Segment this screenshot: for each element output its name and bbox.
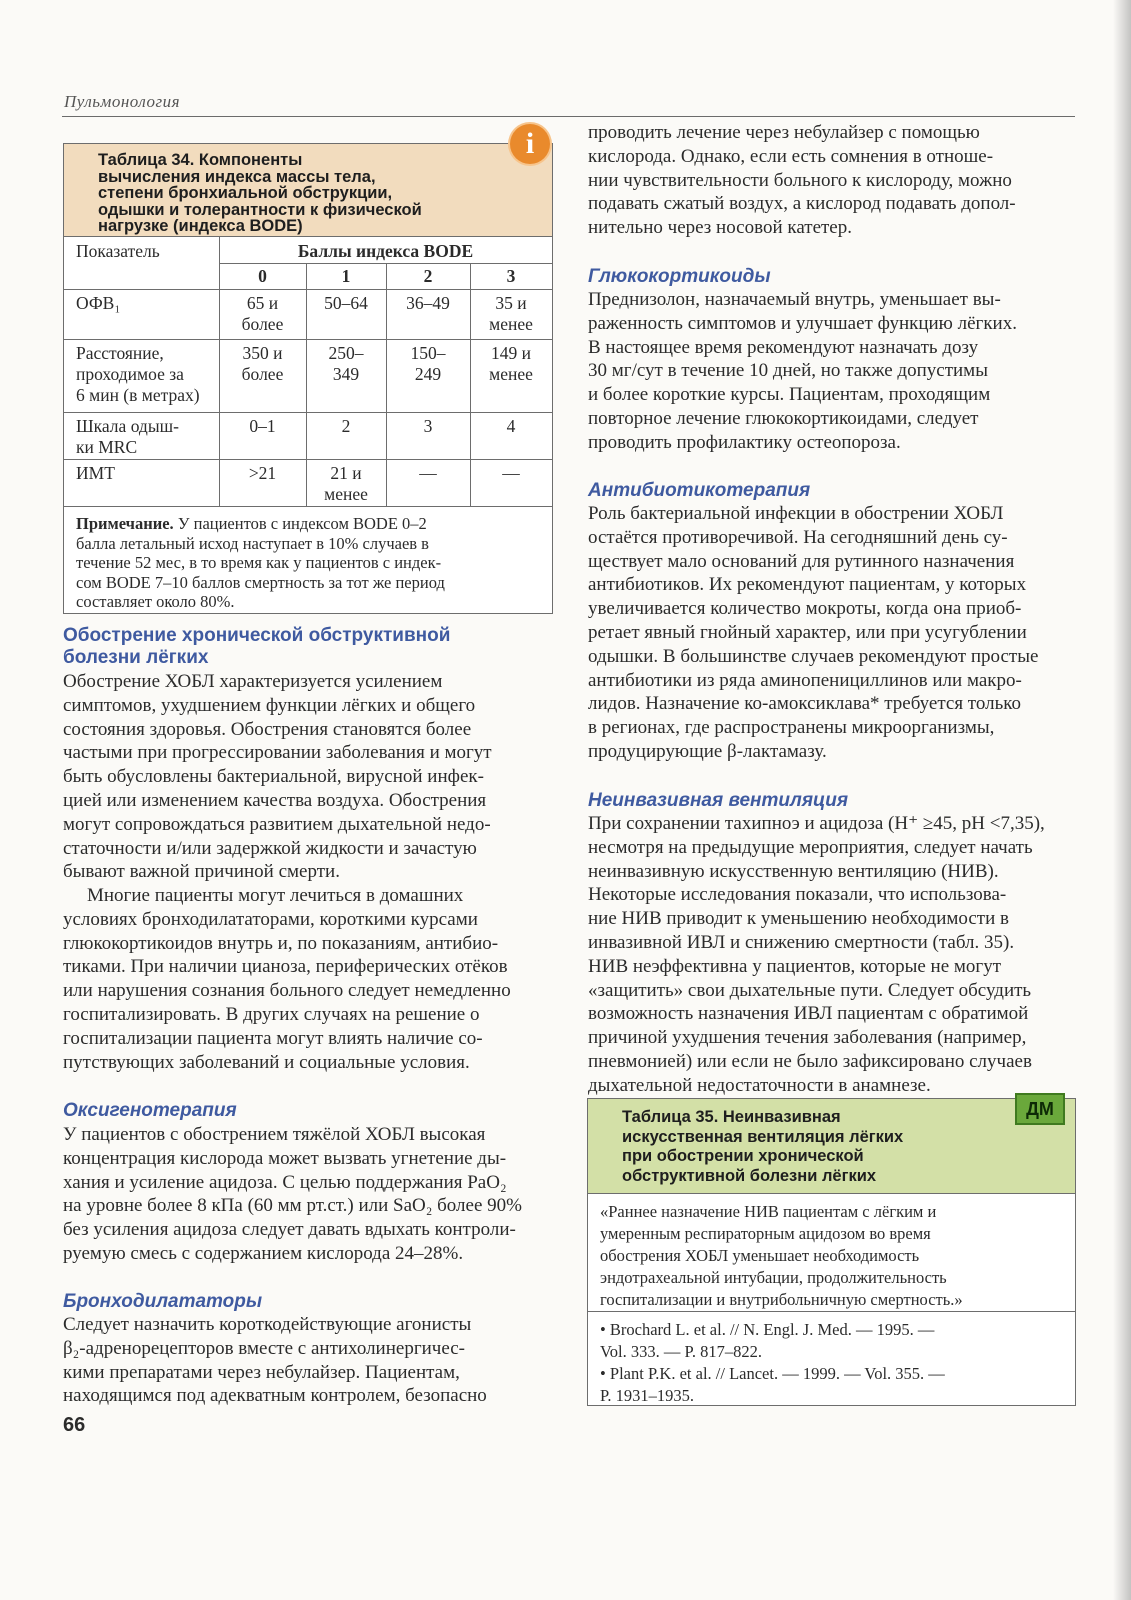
text-line: раженность симптомов и улучшает функцию лёгких. bbox=[588, 312, 1017, 334]
text-line: нительно через носовой катетер. bbox=[588, 217, 852, 239]
text-line: частыми при прогрессировании заболевания и могут bbox=[63, 742, 492, 764]
text-line: эндотрахеальной интубации, продолжительность bbox=[600, 1268, 947, 1287]
cell-line: 65 и bbox=[246, 293, 279, 313]
text-line: причиной ухудшения течения заболевания (например, bbox=[588, 1027, 1027, 1049]
row-cell bbox=[219, 416, 306, 437]
paragraph-nebulizer-continued bbox=[588, 121, 1074, 240]
text-line: остаётся противоречивой. На сегодняшний день су- bbox=[588, 526, 1008, 548]
text-line: Vol. 333. — P. 817–822. bbox=[600, 1341, 762, 1361]
row-cell bbox=[386, 416, 470, 437]
text-line: Роль бактериальной инфекции в обострении ХОБЛ bbox=[588, 503, 1004, 524]
table-34-note bbox=[76, 514, 542, 612]
info-icon: i bbox=[510, 124, 550, 164]
table-35-caption bbox=[588, 1099, 1075, 1194]
table-34-grid bbox=[64, 236, 552, 506]
text-line: Преднизолон, назначаемый внутрь, уменьшает вы- bbox=[588, 289, 1001, 310]
heading-oxygen-therapy: Оксигенотерапия bbox=[63, 1100, 237, 1121]
heading-noninvasive-ventilation: Неинвазивная вентиляция bbox=[588, 790, 849, 811]
cell-line: 4 bbox=[506, 416, 516, 436]
paragraph-exacerbation-2 bbox=[63, 884, 551, 1074]
text-line: ние НИВ приводит к уменьшению необходимости в bbox=[588, 908, 1009, 930]
text-line: P. 1931–1935. bbox=[600, 1385, 694, 1405]
grid-line bbox=[64, 459, 552, 460]
cell-line: 150– bbox=[410, 343, 446, 363]
cell-line: 349 bbox=[332, 364, 360, 384]
row-cell bbox=[470, 343, 552, 385]
text-line: концентрация кислорода может вызвать угнетение ды- bbox=[63, 1147, 507, 1169]
cell-line: менее bbox=[489, 364, 533, 384]
cell-line: менее bbox=[324, 484, 368, 504]
text-line: кими препаратами через небулайзер. Пациентам, bbox=[63, 1361, 460, 1383]
text-line: В настоящее время рекомендуют назначать дозу bbox=[588, 336, 979, 358]
text-line: Таблица 34. Компоненты bbox=[98, 151, 303, 169]
row-cell bbox=[470, 463, 552, 484]
note-line: сом BODE 7–10 баллов смертность за тот же период bbox=[76, 572, 445, 592]
paragraph-bronchodilators bbox=[63, 1313, 551, 1408]
table-35-caption-text bbox=[622, 1108, 982, 1186]
text-line: несмотря на предыдущие мероприятия, следует начать bbox=[588, 836, 1033, 858]
text-line: путствующих заболеваний и социальные условия. bbox=[63, 1051, 470, 1073]
heading-antibiotic-therapy: Антибиотикотерапия bbox=[588, 480, 811, 501]
header-indicator: Показатель bbox=[76, 241, 160, 261]
cell-line: — bbox=[502, 463, 520, 483]
table-34-caption-text bbox=[98, 152, 528, 235]
text-line: обструктивной болезни лёгких bbox=[622, 1166, 877, 1185]
text-line: тиками. При наличии цианоза, периферических отёков bbox=[63, 956, 508, 978]
text-line: умеренным респираторным ацидозом во время bbox=[600, 1224, 931, 1243]
text-line: нии чувствительности больного к кислороду, можно bbox=[588, 169, 1012, 191]
page-number: 66 bbox=[63, 1414, 86, 1436]
table-34 bbox=[63, 143, 553, 614]
heading-exacerbation bbox=[63, 625, 553, 669]
text-line: Обострение хронической обструктивной bbox=[63, 625, 451, 646]
text-line: • Brochard L. et al. // N. Engl. J. Med. — 1995. — bbox=[600, 1320, 935, 1339]
row-label bbox=[76, 343, 216, 406]
text-line: без усиления ацидоза следует давать вдыхать контроли- bbox=[63, 1219, 516, 1241]
note-line: составляет около 80%. bbox=[76, 592, 235, 611]
row-label bbox=[76, 293, 216, 314]
grid-line bbox=[64, 506, 552, 507]
cell-line: >21 bbox=[248, 463, 277, 483]
cell-line: 2 bbox=[341, 416, 351, 436]
row-label bbox=[76, 463, 216, 484]
paragraph-noninvasive-ventilation bbox=[588, 812, 1074, 1098]
cell-line: 6 мин (в метрах) bbox=[76, 385, 200, 405]
text-line: руемую смесь с содержанием кислорода 24–28%. bbox=[63, 1242, 464, 1264]
heading-bronchodilators: Бронходилататоры bbox=[63, 1291, 263, 1312]
text-line: госпитализации пациента могут влиять наличие со- bbox=[63, 1027, 483, 1049]
text-line: антибиотики из ряда аминопенициллинов или макро- bbox=[588, 669, 1022, 691]
row-cell bbox=[386, 293, 470, 314]
text-line: проводить лечение через небулайзер с помощью bbox=[588, 122, 980, 143]
text-line: увеличивается количество мокроты, когда она приоб- bbox=[588, 598, 1022, 620]
text-line: Следует назначить короткодействующие агонисты bbox=[63, 1314, 472, 1335]
cell-line: ки MRC bbox=[76, 437, 138, 457]
cell-line: Расстояние, bbox=[76, 343, 164, 363]
row-cell bbox=[306, 416, 386, 437]
cell-line: 3 bbox=[423, 416, 433, 436]
row-cell bbox=[470, 416, 552, 437]
text-line: лидов. Назначение ко-амоксиклава* требуется только bbox=[588, 693, 1022, 715]
row-cell bbox=[386, 343, 470, 385]
table-35-quote bbox=[600, 1201, 1065, 1311]
row-cell bbox=[219, 463, 306, 484]
text-line: искусственная вентиляция лёгких bbox=[622, 1127, 904, 1146]
text-line: продуцирующие β-лактамазу. bbox=[588, 740, 827, 762]
table-35-reference bbox=[600, 1363, 1060, 1406]
header-col: 0 bbox=[258, 266, 267, 286]
text-line: или нарушения сознания больного следует немедленно bbox=[63, 980, 511, 1002]
text-line: антибиотиков. Их рекомендуют пациентам, у которых bbox=[588, 574, 1027, 596]
text-line: ретает явный гнойный характер, или при усугублении bbox=[588, 621, 1027, 643]
header-rule bbox=[62, 116, 1075, 117]
text-line: при обострении хронической bbox=[622, 1147, 864, 1165]
text-line: кислорода. Однако, если есть сомнения в отноше- bbox=[588, 145, 994, 167]
row-cell bbox=[306, 343, 386, 385]
grid-line bbox=[64, 412, 552, 413]
cell-line: 35 и bbox=[495, 293, 527, 313]
text-line: дыхательной недостаточности в анамнезе. bbox=[588, 1074, 931, 1096]
text-line: хания и усиление ацидоза. С целью поддержания PaO₂ bbox=[63, 1171, 507, 1193]
cell-line: 21 и bbox=[330, 463, 362, 483]
text-line: НИВ неэффективна у пациентов, которые не могут bbox=[588, 955, 1002, 977]
cell-line: 0–1 bbox=[249, 416, 276, 436]
cell-line: менее bbox=[489, 314, 533, 334]
text-line: 30 мг/сут в течение 10 дней, но также допустимы bbox=[588, 360, 988, 382]
text-line: β₂-адренорецепторов вместе с антихолинергичес- bbox=[63, 1337, 466, 1359]
heading-glucocorticoids: Глюкокортикоиды bbox=[588, 266, 771, 287]
text-line: и более короткие курсы. Пациентам, проходящим bbox=[588, 384, 991, 406]
table-35-separator bbox=[588, 1311, 1075, 1312]
text-line: неинвазивную искусственную вентиляцию (НИВ). bbox=[588, 860, 999, 882]
header-bode-points: Баллы индекса BODE bbox=[297, 241, 474, 261]
cell-line: 36–49 bbox=[406, 293, 450, 313]
text-line: нагрузке (индекса BODE) bbox=[98, 217, 303, 235]
table-35 bbox=[587, 1098, 1076, 1406]
text-line: • Plant P.K. et al. // Lancet. — 1999. — Vol. 355. — bbox=[600, 1364, 945, 1383]
text-line: инвазивной ИВЛ и снижению смертности (табл. 35). bbox=[588, 931, 1015, 953]
text-line: могут сопровождаться развитием дыхательной недо- bbox=[63, 813, 491, 835]
note-line: У пациентов с индексом BODE 0–2 bbox=[173, 514, 427, 533]
text-line: быть обусловлены бактериальной, вирусной инфек- bbox=[63, 766, 484, 788]
text-line: ществует мало оснований для рутинного назначения bbox=[588, 550, 1015, 572]
text-line: находящимся под адекватным контролем, безопасно bbox=[63, 1385, 487, 1407]
grid-line bbox=[64, 289, 552, 290]
cell-line: ОФВ₁ bbox=[76, 293, 121, 313]
text-line: госпитализации и внутрибольничную смертность.» bbox=[600, 1290, 963, 1309]
text-line: Таблица 35. Неинвазивная bbox=[622, 1108, 841, 1126]
row-label bbox=[76, 416, 216, 458]
row-cell bbox=[306, 293, 386, 314]
text-line: проводить профилактику остеопороза. bbox=[588, 431, 901, 453]
cell-line: 50–64 bbox=[324, 293, 368, 313]
text-line: повторное лечение глюкокортикоидами, следует bbox=[588, 407, 979, 429]
text-line: вычисления индекса массы тела, bbox=[98, 167, 376, 186]
paragraph-antibiotic-therapy bbox=[588, 502, 1074, 764]
cell-line: 250– bbox=[328, 343, 364, 363]
text-line: состояния здоровья. Обострения становятся более bbox=[63, 718, 472, 740]
note-line: балла летальный исход наступает в 10% случаев в bbox=[76, 533, 429, 553]
text-line: в регионах, где распространены микроорганизмы, bbox=[588, 717, 995, 739]
row-cell bbox=[219, 343, 306, 385]
text-line: Многие пациенты могут лечиться в домашних bbox=[87, 885, 464, 906]
text-line: степени бронхиальной обструкции, bbox=[98, 184, 393, 202]
cell-line: — bbox=[419, 463, 437, 483]
text-line: бывают важной причиной смерти. bbox=[63, 861, 340, 883]
text-line: У пациентов с обострением тяжёлой ХОБЛ высокая bbox=[63, 1124, 486, 1145]
paragraph-oxygen-therapy bbox=[63, 1123, 551, 1266]
paragraph-exacerbation-1 bbox=[63, 670, 551, 884]
text-line: на уровне более 8 кПа (60 мм рт.ст.) или SaO₂ более 90% bbox=[63, 1195, 522, 1217]
table-34-caption bbox=[64, 144, 552, 237]
row-cell bbox=[306, 463, 386, 505]
note-label: Примечание. bbox=[76, 514, 174, 533]
text-line: одышки и толерантности к физической bbox=[98, 200, 422, 219]
text-line: «Раннее назначение НИВ пациентам с лёгким и bbox=[600, 1202, 937, 1221]
cell-line: 149 и bbox=[491, 343, 531, 363]
row-cell bbox=[470, 293, 552, 335]
text-line: симптомов, ухудшением функции лёгких и общего bbox=[63, 694, 476, 716]
text-line: пневмонией) или если не было зафиксировано случаев bbox=[588, 1050, 1032, 1072]
note-line: течение 52 мес, в то время как у пациентов с индек- bbox=[76, 553, 442, 572]
text-line: Обострение ХОБЛ характеризуется усилением bbox=[63, 671, 443, 692]
text-line: возможность назначения ИВЛ пациентам с обратимой bbox=[588, 1003, 1029, 1025]
text-line: госпитализировать. В других случаях на решение о bbox=[63, 1003, 480, 1025]
paragraph-glucocorticoids bbox=[588, 288, 1074, 455]
cell-line: проходимое за bbox=[76, 364, 184, 384]
header-col: 3 bbox=[506, 266, 516, 286]
text-line: условиях бронходилататорами, короткими курсами bbox=[63, 908, 478, 930]
page-edge-shadow bbox=[1113, 0, 1131, 1600]
cell-line: 249 bbox=[414, 364, 442, 384]
text-line: глюкокортикоидов внутрь и, по показаниям, антибио- bbox=[63, 932, 499, 954]
text-line: статочности и/или задержкой жидкости и зачастую bbox=[63, 837, 477, 859]
cell-line: 350 и bbox=[242, 343, 283, 363]
text-line: Некоторые исследования показали, что использова- bbox=[588, 884, 1007, 906]
cell-line: более bbox=[241, 314, 284, 334]
text-line: подавать сжатый воздух, а кислород подавать допол- bbox=[588, 193, 1016, 215]
grid-line bbox=[64, 339, 552, 340]
text-line: болезни лёгких bbox=[63, 647, 209, 668]
text-line: цией или изменением качества воздуха. Обострения bbox=[63, 789, 487, 811]
text-line: одышки. В большинстве случаев рекомендуют простые bbox=[588, 645, 1039, 667]
text-line: обострения ХОБЛ уменьшает необходимость bbox=[600, 1246, 920, 1265]
cell-line: более bbox=[241, 364, 284, 384]
row-cell bbox=[386, 463, 470, 484]
running-head: Пульмонология bbox=[64, 92, 181, 111]
text-line: «защитить» свои дыхательные пути. Следует обсудить bbox=[588, 979, 1032, 1001]
header-col: 1 bbox=[341, 266, 351, 286]
cell-line: ИМТ bbox=[76, 463, 115, 483]
text-line: При сохранении тахипноэ и ацидоза (H⁺ ≥45, pH <7,35), bbox=[588, 813, 1045, 834]
dm-badge: ДМ bbox=[1015, 1093, 1065, 1125]
row-cell bbox=[219, 293, 306, 335]
header-col: 2 bbox=[423, 266, 433, 286]
table-35-reference bbox=[600, 1319, 1060, 1362]
cell-line: Шкала одыш- bbox=[76, 416, 179, 436]
